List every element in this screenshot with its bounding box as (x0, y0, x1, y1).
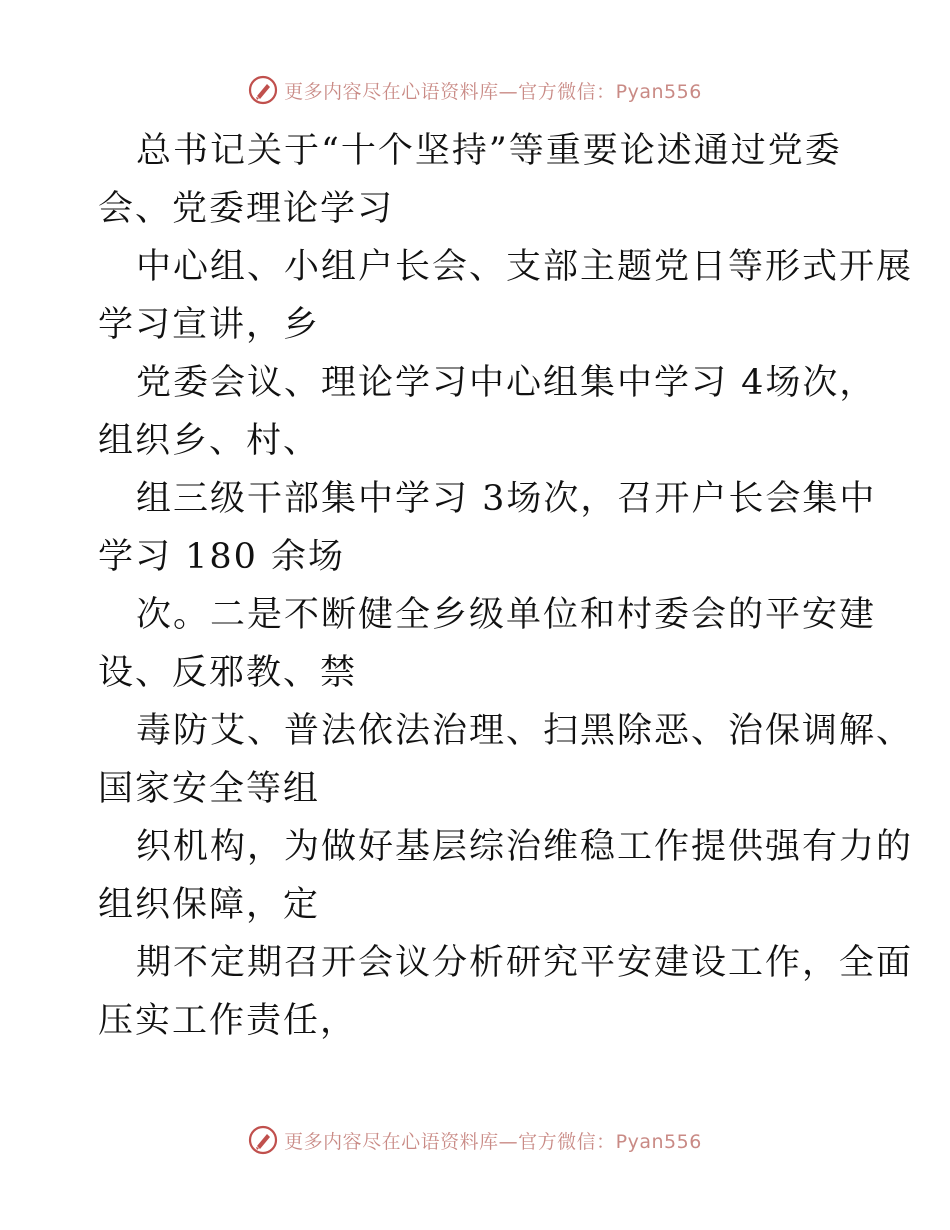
pen-seal-logo-icon (248, 75, 278, 105)
footer-banner (0, 1120, 950, 1160)
text-line: 学习 180 余场 (98, 537, 346, 577)
text-line: 组三级干部集中学习 3场次，召开户长会集中 (136, 479, 877, 519)
document-body (98, 122, 914, 1050)
text-line: 毒防艾、普法依法治理、扫黑除恶、治保调解、 (136, 711, 914, 751)
text-line: 设、反邪教、禁 (98, 653, 358, 693)
text-line: 学习宣讲，乡 (98, 305, 321, 345)
text-line: 次。二是不断健全乡级单位和村委会的平安建 (136, 595, 877, 635)
text-line: 党委会议、理论学习中心组集中学习 4场次， (136, 363, 877, 403)
text-line: 织机构，为做好基层综治维稳工作提供强有力的 (136, 827, 914, 867)
header-banner-text: 更多内容尽在心语资料库—官方微信：Pyan556 (284, 80, 702, 103)
text-line: 期不定期召开会议分析研究平安建设工作，全面 (136, 943, 914, 983)
text-line: 国家安全等组 (98, 769, 321, 809)
footer-banner-text: 更多内容尽在心语资料库—官方微信：Pyan556 (284, 1130, 702, 1153)
text-line: 中心组、小组户长会、支部主题党日等形式开展 (136, 247, 914, 287)
text-line: 组织乡、村、 (98, 421, 321, 461)
text-line: 总书记关于“十个坚持”等重要论述通过党委 (136, 131, 842, 171)
header-banner (0, 70, 950, 110)
text-line: 会、党委理论学习 (98, 189, 395, 229)
pen-seal-logo-icon (248, 1125, 278, 1155)
text-line: 压实工作责任， (98, 1001, 358, 1041)
text-line: 组织保障，定 (98, 885, 321, 925)
